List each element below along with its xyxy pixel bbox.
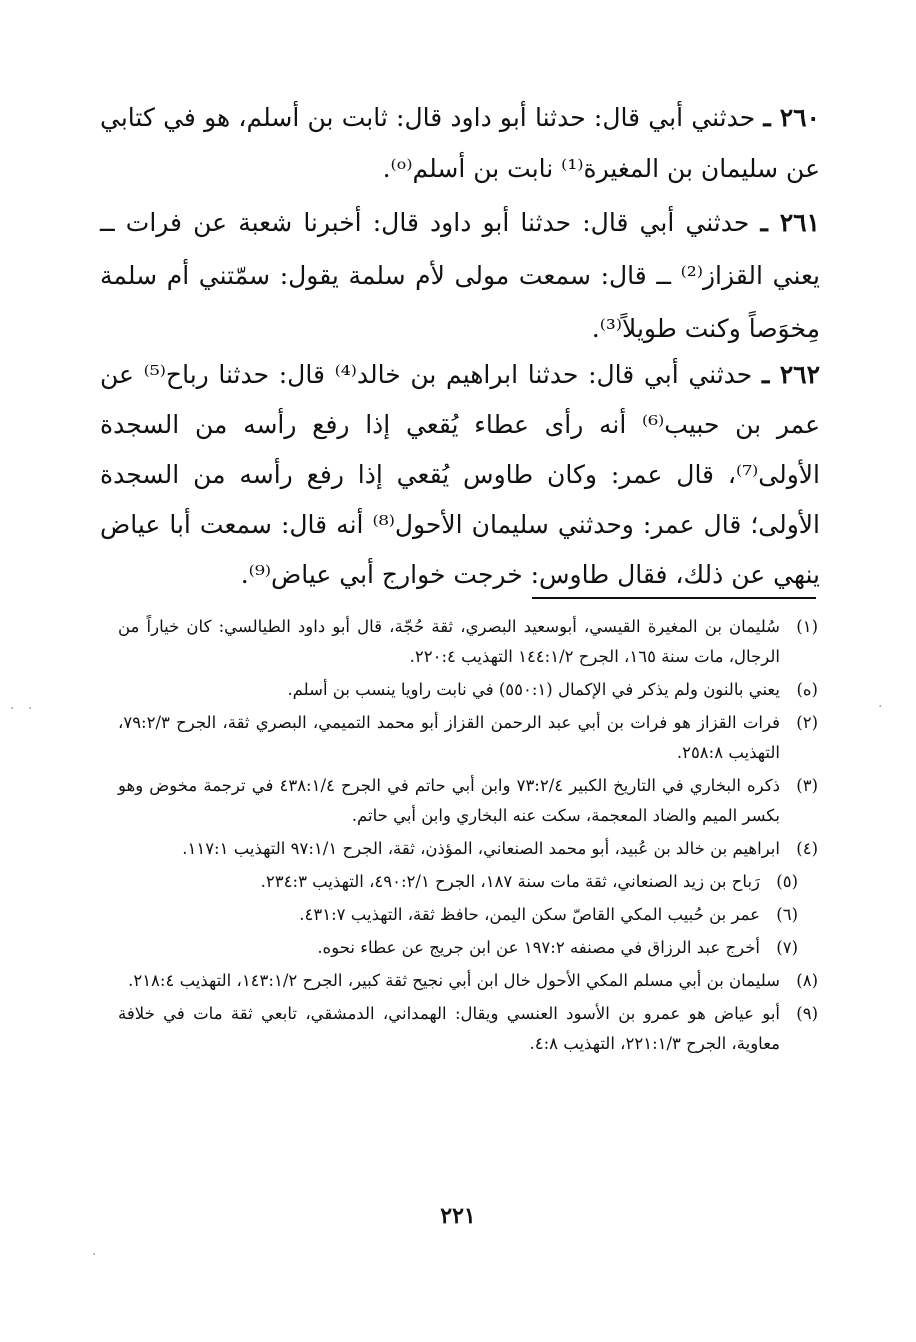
hadith-number: ٢٦١ ـ: [760, 208, 820, 237]
footnote-6: [118, 900, 818, 930]
hadith-261: [100, 196, 820, 355]
scan-speck: ·: [28, 701, 33, 717]
footnote-text: عمر بن حُبيب المكي القاصّ سكن اليمن، حافظ ثقة، التهذيب ٤٣١:٧.: [299, 905, 760, 924]
footnote-1: [118, 612, 818, 672]
footnote-text: ذكره البخاري في التاريخ الكبير ٧٣:٢/٤ وابن أبي حاتم في الجرح ٤٣٨:١/٤ في ترجمة مخوض وهو بكسر الميم والضاد المعجمة، سكت عنه البخاري وابن أبي حاتم.: [118, 776, 780, 825]
footnote-marker: (٨): [796, 971, 818, 990]
footnote-text: أبو عياض هو عمرو بن الأسود العنسي ويقال: الهمداني، الدمشقي، تابعي ثقة مات في خلافة معاوية، الجرح ٢٢١:١/٣، التهذيب ٤:٨.: [118, 1004, 780, 1053]
hadith-text: حدثني أبي قال: حدثنا ابراهيم بن خالد⁽⁴⁾ قال: حدثنا رباح⁽⁵⁾ عن عمر بن حبيب⁽⁶⁾ أنه رأى عطاء يُقعي إذا رفع رأسه من السجدة الأولى⁽⁷⁾، قال عمر: وكان طاوس يُقعي إذا رفع رأسه من السجدة الأولى؛ قال عمر: وحدثني سليمان الأحول⁽⁸⁾ أنه قال: سمعت أبا عياض ينهي عن ذلك، فقال طاوس: خرجت خوارج أبي عياض⁽⁹⁾.: [100, 360, 820, 589]
hadith-text: حدثني أبي قال: حدثنا أبو داود قال: ثابت بن أسلم، هو في كتابي عن سليمان بن المغيرة⁽¹⁾ نابت بن أسلم⁽ᵒ⁾.: [100, 103, 820, 183]
hadith-number: ٢٦٢ ـ: [761, 360, 821, 389]
footnote-4: [118, 834, 818, 864]
footnote-text: سليمان بن أبي مسلم المكي الأحول خال ابن أبي نجيح ثقة كبير، الجرح ١٤٣:١/٢، التهذيب ٢١٨:٤.: [128, 971, 780, 990]
footnote-marker: (٤): [796, 839, 818, 858]
page-number: ٢٢١: [440, 1203, 476, 1229]
footnote-marker: (١): [796, 617, 818, 636]
footnote-marker: (ه): [796, 680, 818, 699]
scan-speck: ·: [92, 1247, 97, 1263]
footnote-marker: (٩): [796, 1004, 818, 1023]
hadith-262: [100, 350, 820, 600]
hadith-260: [100, 92, 820, 194]
footnote-3: [118, 771, 818, 831]
footnote-text: ابراهيم بن خالد بن عُبيد، أبو محمد الصنعاني، المؤذن، ثقة، الجرح ٩٧:١/١ التهذيب ١١٧:١.: [182, 839, 780, 858]
footnote-text: أخرج عبد الرزاق في مصنفه ١٩٧:٢ عن ابن جريج عن عطاء نحوه.: [317, 938, 760, 957]
footnote-marker: (٦): [776, 905, 798, 924]
footnote-text: سُليمان بن المغيرة القيسي، أبوسعيد البصري، ثقة حُجّة، قال أبو داود الطيالسي: كان خياراً من الرجال، مات سنة ١٦٥، الجرح ١٤٤:١/٢ التهذيب ٢٢٠:٤.: [118, 617, 780, 666]
hadith-text: حدثني أبي قال: حدثنا أبو داود قال: أخبرنا شعبة عن فرات ــ يعني القزاز⁽²⁾ ــ قال: سمعت مولى لأم سلمة يقول: سمّتني أم سلمة مِخوَصاً وكنت طويلاً⁽³⁾.: [100, 208, 821, 343]
footnote-marker: (٢): [796, 713, 818, 732]
footnote-marker: (٣): [796, 776, 818, 795]
scan-speck: ·: [878, 699, 883, 715]
footnote-2: [118, 708, 818, 768]
footnote-text: فرات القزاز هو فرات بن أبي عبد الرحمن القزاز أبو محمد التميمي، البصري ثقة، الجرح ٧٩:٢/٣، التهذيب ٢٥٨:٨.: [118, 713, 780, 762]
footnote-text: رَباح بن زيد الصنعاني، ثقة مات سنة ١٨٧، الجرح ٤٩٠:٢/١، التهذيب ٢٣٤:٣.: [260, 872, 760, 891]
footnote-marker: (٧): [776, 938, 798, 957]
footnote-7: [118, 933, 818, 963]
hadith-number: ٢٦٠ ـ: [763, 103, 820, 132]
footnote-marker: (٥): [776, 872, 798, 891]
footnote-9: [118, 999, 818, 1059]
footnote-text: يعني بالنون ولم يذكر في الإكمال (٥٥٠:١) في نابت راويا ينسب بن أسلم.: [287, 680, 780, 699]
footnote-separator: [532, 597, 816, 599]
footnotes: [118, 612, 818, 1062]
footnote-5: [118, 867, 818, 897]
footnote-ha: [118, 675, 818, 705]
scan-speck: ·: [10, 701, 15, 717]
footnote-8: [118, 966, 818, 996]
